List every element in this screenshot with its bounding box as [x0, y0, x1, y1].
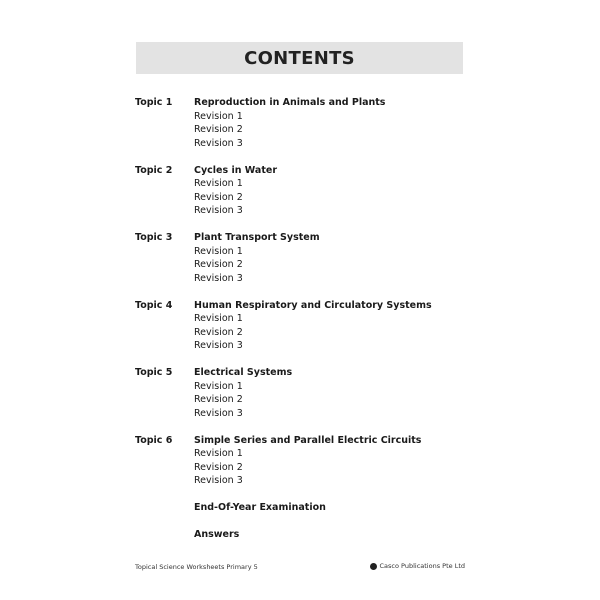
- revision-label: Revision 1: [194, 245, 243, 257]
- toc-revision-row: [135, 258, 475, 272]
- topic-number: Topic 1: [135, 97, 173, 108]
- toc-topic-row: [135, 164, 475, 178]
- toc-revision-row: [135, 380, 475, 394]
- topic-title: Reproduction in Animals and Plants: [194, 97, 386, 108]
- toc-revision-row: [135, 204, 475, 218]
- extra-section-title: Answers: [194, 529, 240, 540]
- toc-revision-row: [135, 461, 475, 475]
- toc-extra-2: [135, 528, 475, 542]
- footer-publisher: [370, 562, 465, 570]
- topic-title: Simple Series and Parallel Electric Circuits: [194, 434, 422, 446]
- toc-revision-row: [135, 447, 475, 461]
- extra-section-title: End-Of-Year Examination: [194, 502, 326, 513]
- toc-revision-row: [135, 312, 475, 326]
- topic-title: Electrical Systems: [194, 367, 293, 378]
- toc-topic-row: [135, 366, 475, 380]
- revision-label: Revision 2: [194, 394, 243, 405]
- toc-topic-6: [135, 434, 475, 488]
- toc-revision-row: [135, 407, 475, 421]
- toc-topic-row: [135, 231, 475, 245]
- topic-number: Topic 5: [135, 367, 173, 378]
- footer-book-title: Topical Science Worksheets Primary 5: [135, 563, 258, 571]
- topic-number: Topic 6: [135, 434, 173, 446]
- topic-number: Topic 2: [135, 164, 173, 176]
- toc-revision-row: [135, 474, 475, 488]
- toc-revision-row: [135, 245, 475, 259]
- page-title: CONTENTS: [244, 47, 355, 69]
- revision-label: Revision 1: [194, 178, 243, 189]
- toc-topic-2: [135, 164, 475, 218]
- contents-banner: [136, 42, 463, 74]
- toc-topic-4: [135, 299, 475, 353]
- revision-label: Revision 3: [194, 272, 243, 284]
- toc-revision-row: [135, 137, 475, 151]
- footer-publisher-label: Casco Publications Pte Ltd: [379, 562, 465, 570]
- toc-revision-row: [135, 110, 475, 124]
- revision-label: Revision 3: [194, 407, 243, 419]
- toc-revision-row: [135, 191, 475, 205]
- toc-extra-row: [135, 528, 475, 542]
- toc-revision-row: [135, 177, 475, 191]
- topic-number: Topic 4: [135, 299, 173, 311]
- toc-revision-row: [135, 339, 475, 353]
- revision-label: Revision 2: [194, 191, 243, 203]
- toc-topic-row: [135, 299, 475, 313]
- revision-label: Revision 1: [194, 110, 243, 122]
- revision-label: Revision 3: [194, 340, 243, 351]
- topic-title: Cycles in Water: [194, 164, 278, 176]
- revision-label: Revision 3: [194, 137, 243, 149]
- table-of-contents: [135, 96, 475, 542]
- toc-revision-row: [135, 326, 475, 340]
- revision-label: Revision 3: [194, 205, 243, 216]
- toc-topic-1: [135, 96, 475, 150]
- toc-revision-row: [135, 123, 475, 137]
- topic-number: Topic 3: [135, 232, 173, 243]
- toc-extra-row: [135, 501, 475, 515]
- toc-revision-row: [135, 393, 475, 407]
- topic-title: Plant Transport System: [194, 232, 320, 243]
- toc-extra-1: [135, 501, 475, 515]
- topic-title: Human Respiratory and Circulatory Systems: [194, 299, 432, 311]
- revision-label: Revision 3: [194, 475, 243, 486]
- toc-topic-row: [135, 434, 475, 448]
- revision-label: Revision 2: [194, 326, 243, 338]
- revision-label: Revision 1: [194, 448, 243, 459]
- revision-label: Revision 2: [194, 461, 243, 473]
- copyright-icon: [370, 563, 377, 570]
- revision-label: Revision 1: [194, 313, 243, 324]
- revision-label: Revision 2: [194, 124, 243, 135]
- toc-topic-3: [135, 231, 475, 285]
- toc-revision-row: [135, 272, 475, 286]
- toc-topic-row: [135, 96, 475, 110]
- revision-label: Revision 2: [194, 259, 243, 270]
- revision-label: Revision 1: [194, 380, 243, 392]
- toc-topic-5: [135, 366, 475, 420]
